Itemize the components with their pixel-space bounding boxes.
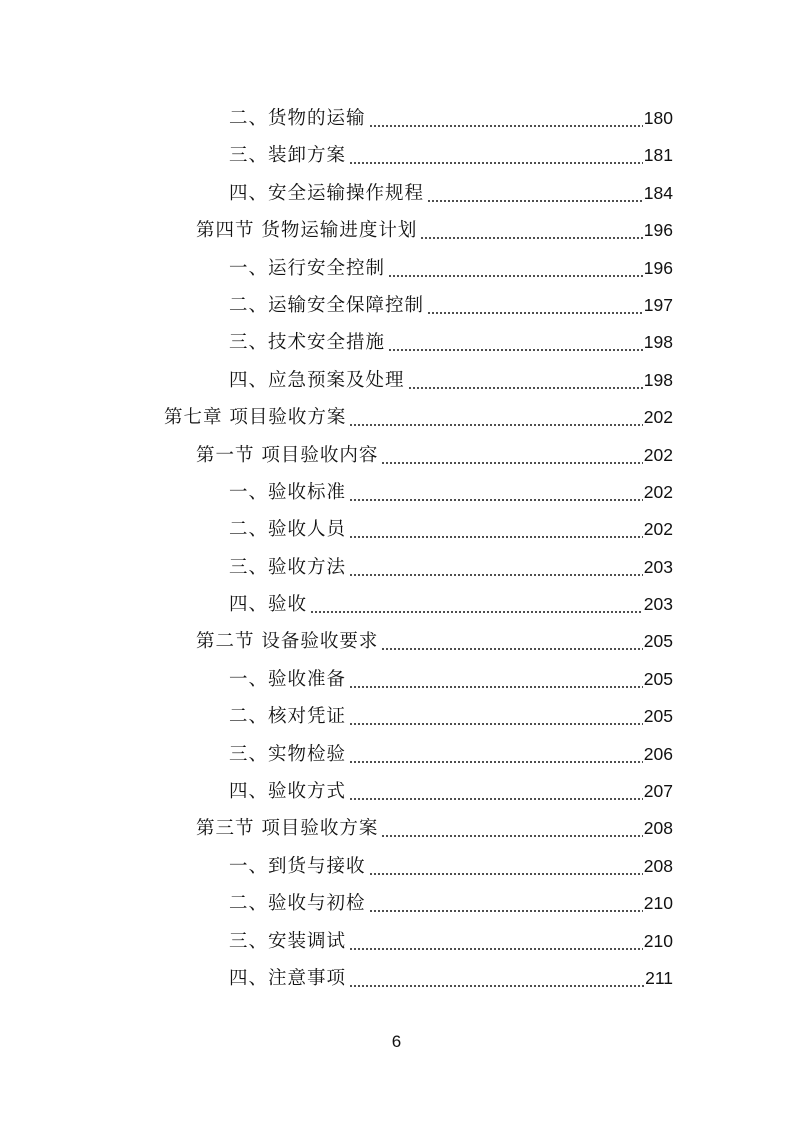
toc-entry[interactable] — [0, 810, 793, 847]
dot-leader — [369, 885, 643, 922]
toc-entry-title: 第二节 设备验收要求 — [196, 631, 379, 653]
toc-entry-page-number: 208 — [643, 855, 673, 876]
toc-entry-page-number: 198 — [643, 332, 673, 353]
dot-leader — [349, 399, 642, 436]
toc-entry-page-number: 202 — [643, 444, 673, 465]
toc-entry-page-number: 202 — [643, 407, 673, 428]
dot-leader — [349, 698, 643, 735]
toc-entry-page-number: 198 — [643, 369, 673, 390]
toc-entry-title: 四、安全运输操作规程 — [229, 182, 425, 204]
page-number: 6 — [391, 1032, 402, 1051]
toc-entry-title: 第一节 项目验收内容 — [196, 444, 379, 466]
toc-entry-page-number: 205 — [643, 668, 673, 689]
toc-entry[interactable] — [0, 212, 793, 249]
toc-entry-page-number: 184 — [643, 182, 673, 203]
dot-leader — [349, 773, 643, 810]
toc-entry[interactable] — [0, 623, 793, 660]
toc-entry-title: 四、验收方式 — [229, 781, 347, 803]
toc-entry-title: 三、安装调试 — [229, 930, 347, 952]
toc-entry-title: 三、实物检验 — [229, 743, 347, 765]
dot-leader — [381, 623, 642, 660]
dot-leader — [427, 175, 643, 212]
toc-entry[interactable] — [0, 287, 793, 324]
dot-leader — [349, 923, 643, 960]
dot-leader — [349, 474, 643, 511]
toc-entry-page-number: 180 — [643, 108, 673, 128]
toc-entry-page-number: 208 — [643, 818, 673, 839]
dot-leader — [369, 100, 643, 137]
toc-entry-title: 二、验收与初检 — [229, 893, 366, 915]
toc-entry-page-number: 196 — [643, 220, 673, 241]
toc-entry-title: 二、核对凭证 — [229, 706, 347, 728]
toc-entry[interactable] — [0, 848, 793, 885]
toc-entry[interactable] — [0, 736, 793, 773]
toc-entry-title: 第四节 货物运输进度计划 — [196, 220, 418, 242]
toc-entry-page-number: 205 — [643, 706, 673, 727]
toc-entry-title: 第三节 项目验收方案 — [196, 818, 379, 840]
toc-entry[interactable] — [0, 549, 793, 586]
toc-entry[interactable] — [0, 250, 793, 287]
toc-entry-title: 一、验收标准 — [229, 481, 347, 503]
toc-entry-title: 一、到货与接收 — [229, 855, 366, 877]
toc-entry-title: 三、技术安全措施 — [229, 332, 386, 354]
toc-entry[interactable] — [0, 399, 793, 436]
toc-entry-page-number: 196 — [643, 257, 673, 278]
dot-leader — [349, 736, 643, 773]
dot-leader — [310, 586, 643, 623]
toc-entry-title: 一、验收准备 — [229, 668, 347, 690]
toc-entry-page-number: 202 — [643, 519, 673, 540]
toc-entry-title: 三、装卸方案 — [229, 145, 347, 167]
dot-leader — [349, 511, 643, 548]
toc-entry-page-number: 205 — [643, 631, 673, 652]
toc-entry[interactable] — [0, 437, 793, 474]
toc-entry[interactable] — [0, 324, 793, 361]
toc-entry-page-number: 210 — [643, 893, 673, 914]
toc-entry[interactable] — [0, 100, 793, 137]
toc-entry[interactable] — [0, 885, 793, 922]
toc-entry-page-number: 207 — [643, 781, 673, 802]
toc-entry-title: 二、货物的运输 — [229, 108, 366, 129]
dot-leader — [381, 437, 642, 474]
toc-entry[interactable] — [0, 960, 793, 997]
toc-entry[interactable] — [0, 698, 793, 735]
dot-leader — [427, 287, 643, 324]
toc-entry-title: 四、应急预案及处理 — [229, 369, 405, 391]
toc-entry-page-number: 203 — [643, 594, 673, 615]
dot-leader — [349, 549, 643, 586]
toc-entry-page-number: 197 — [643, 294, 673, 315]
toc-entry-page-number: 203 — [643, 556, 673, 577]
toc-entry[interactable] — [0, 923, 793, 960]
toc-entry-page-number: 202 — [643, 481, 673, 502]
dot-leader — [388, 324, 643, 361]
toc-entry[interactable] — [0, 661, 793, 698]
toc-entry-title: 四、注意事项 — [229, 967, 347, 989]
toc-entry-page-number: 211 — [645, 967, 673, 988]
toc-entry-title: 二、运输安全保障控制 — [229, 294, 425, 316]
toc-entry[interactable] — [0, 175, 793, 212]
toc-entry-page-number: 210 — [643, 930, 673, 951]
dot-leader — [349, 137, 643, 174]
table-of-contents — [0, 100, 793, 997]
toc-entry[interactable] — [0, 362, 793, 399]
toc-entry-title: 三、验收方法 — [229, 556, 347, 578]
dot-leader — [349, 661, 643, 698]
dot-leader — [349, 960, 644, 997]
toc-entry-title: 第七章 项目验收方案 — [164, 407, 347, 429]
toc-entry-title: 一、运行安全控制 — [229, 257, 386, 279]
toc-entry-title: 二、验收人员 — [229, 519, 347, 541]
dot-leader — [369, 848, 643, 885]
dot-leader — [381, 810, 642, 847]
toc-entry[interactable] — [0, 474, 793, 511]
toc-entry[interactable] — [0, 137, 793, 174]
dot-leader — [408, 362, 643, 399]
toc-entry-page-number: 181 — [643, 145, 673, 166]
toc-entry[interactable] — [0, 511, 793, 548]
toc-entry[interactable] — [0, 773, 793, 810]
toc-entry-page-number: 206 — [643, 743, 673, 764]
toc-entry[interactable] — [0, 586, 793, 623]
dot-leader — [420, 212, 642, 249]
toc-entry-title: 四、验收 — [229, 594, 308, 616]
dot-leader — [388, 250, 643, 287]
